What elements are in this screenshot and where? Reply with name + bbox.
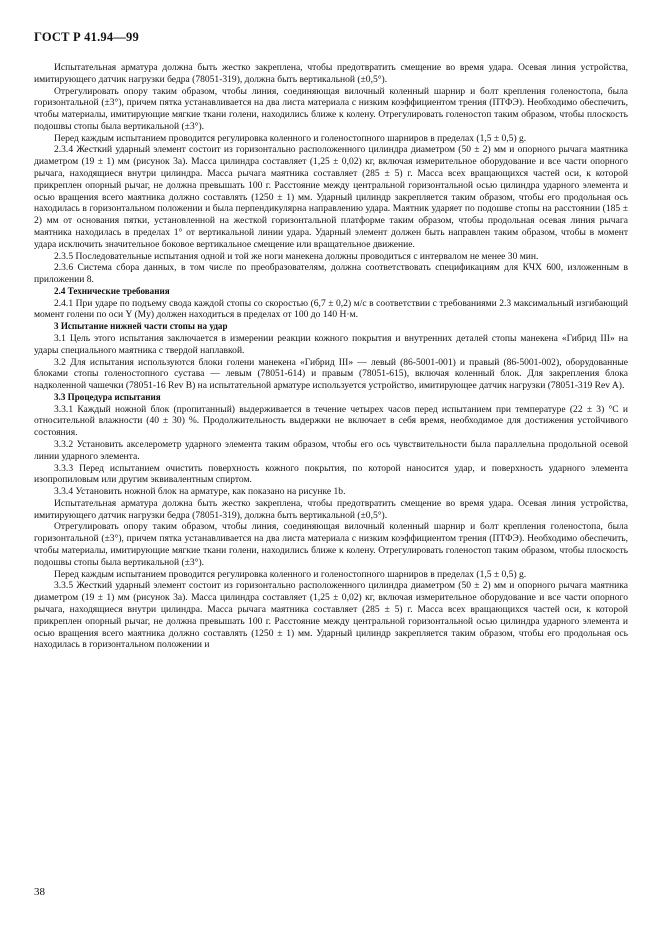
paragraph: 3.3.3 Перед испытанием очистить поверхность кожного покрытия, по которой наносится удар, и поверхность ударного элемента изопропиловым или другим эквивалентным спиртом. <box>34 462 628 486</box>
paragraph: 3.3.5 Жесткий ударный элемент состоит из горизонтально расположенного цилиндра диаметром (50 ± 2) мм и опорного рычага маятника диаметром (19 ± 1) мм (рисунок 3а). Масса цилиндра составляет (1,25 ± 0,02) кг, включая измерительное оборудование и все части опорного рычага, находящиеся внутри цилиндра. Масса рычага маятника составляет (285 ± 5) г. Масса всех вращающихся частей оси, к которой прикреплен опорный рычаг, не должна превышать 100 г. Расстояние между центральной горизонтальной осью цилиндра ударного элемента и осью вращения всего маятника должно составлять (1250 ± 1) мм. Ударный цилиндр закрепляется таким образом, чтобы его продольная ось находилась в горизонтальном положении и <box>34 580 628 651</box>
paragraph: Испытательная арматура должна быть жестко закреплена, чтобы предотвратить смещение во время удара. Осевая линия устройства, имитирующего датчик нагрузки бедра (78051-319), должна быть вертикальной (±0,5°). <box>34 62 628 85</box>
body-text <box>34 62 628 651</box>
section-heading: 3.3 Процедура испытания <box>54 391 161 402</box>
paragraph: Отрегулировать опору таким образом, чтобы линия, соединяющая вилочный коленный шарнир и болт крепления голеностопа, была горизонтальной (±3°), причем пятка устанавливается на два листа материала с низким коэффициентом трения (ПТФЭ). Необходимо обеспечить, чтобы материалы, имитирующие мягкие ткани голени, находились ближе к колену. Отрегулировать голеностоп таким образом, чтобы плоскость подошвы стопы была вертикальной (±3°). <box>34 521 628 568</box>
paragraph: 3.3.4 Установить ножной блок на арматуре, как показано на рисунке 1b. <box>54 486 346 498</box>
paragraph: Перед каждым испытанием проводится регулировка коленного и голеностопного шарниров в пределах (1,5 ± 0,5) g. <box>54 132 527 144</box>
paragraph: 2.4.1 При ударе по подъему свода каждой стопы со скоростью (6,7 ± 0,2) м/с в соответствии с требованиями 2.3 максимальный изгибающий момент голени по оси Y (My) должен находиться в пределах от 100 до 140 Н·м. <box>34 297 628 321</box>
standard-code-header: ГОСТ Р 41.94—99 <box>34 30 139 44</box>
paragraph: 2.3.5 Последовательные испытания одной и той же ноги манекена должны проводиться с интервалом не менее 30 мин. <box>54 250 539 262</box>
paragraph: Отрегулировать опору таким образом, чтобы линия, соединяющая вилочный коленный шарнир и болт крепления голеностопа, была горизонтальной (±3°), причем пятка устанавливается на два листа материала с низким коэффициентом трения (ПТФЭ). Необходимо обеспечить, чтобы материалы, имитирующие мягкие ткани голени, находились ближе к колену. Отрегулировать голеностоп таким образом, чтобы плоскость подошвы стопы была вертикальной (±3°). <box>34 85 628 132</box>
paragraph: 3.2 Для испытания используются блоки голени манекена «Гибрид III» — левый (86-5001-001) и правый (86-5001-002), оборудованные блоками стопы голеностопного сустава — левым (78051-614) и правым (78051-615), включая коленный блок. Для закрепления блока надколенной чашечки (78051-16 Rev B) на испытательной арматуре используется устройство, имитирующее датчик нагрузки (78051-319 Rev A). <box>34 356 628 392</box>
paragraph: 3.3.1 Каждый ножной блок (пропитанный) выдерживается в течение четырех часов перед испытанием при температуре (22 ± 3) °С и относительной влажности (40 ± 30) %. Продолжительность выдержки не включает в себя время, необходимое для достижения устойчивого состояния. <box>34 403 628 439</box>
paragraph: 3.3.2 Установить акселерометр ударного элемента таким образом, чтобы его ось чувствительности была параллельна продольной осевой линии ударного элемента. <box>34 439 628 462</box>
paragraph: 3.1 Цель этого испытания заключается в измерении реакции кожного покрытия и внутренних деталей стопы манекена «Гибрид III» на удары специального маятника с твердой наплавкой. <box>34 332 628 356</box>
page-number: 38 <box>34 886 45 898</box>
section-heading: 2.4 Технические требования <box>54 285 170 296</box>
section-heading: 3 Испытание нижней части стопы на удар <box>54 321 228 332</box>
paragraph: 2.3.4 Жесткий ударный элемент состоит из горизонтально расположенного цилиндра диаметром (50 ± 2) мм и опорного рычага маятника диаметром (19 ± 1) мм (рисунок 3а). Масса цилиндра составляет (1,25 ± 0,02) кг, включая измерительное оборудование и все части опорного рычага, находящиеся внутри цилиндра. Масса рычага маятника составляет (285 ± 5) г. Масса всех вращающихся частей оси, к которой прикреплен опорный рычаг, не должна превышать 100 г. Расстояние между центральной горизонтальной осью цилиндра ударного элемента и осью вращения всего маятника должно составлять (1250 ± 1) мм. Ударный цилиндр закрепляется таким образом, чтобы его продольная ось находилась в горизонтальном положении и была перпендикулярна направлению удара. Маятник ударяет по подошве стопы на расстоянии (185 ± 2) мм от основания пятки, установленной на жесткой горизонтальной платформе таким образом, чтобы продольная осевая линия рычага маятника находилась в пределах 1° от вертикальной линии удара. Ударный элемент должен быть направлен таким образом, чтобы в момент удара исключить значительное боковое вертикальное смещение или вращательное движение. <box>34 144 628 250</box>
paragraph: 2.3.6 Система сбора данных, в том числе по преобразователям, должна соответствовать спецификациям для КЧХ 600, изложенным в приложении 8. <box>34 262 628 286</box>
paragraph: Перед каждым испытанием проводится регулировка коленного и голеностопного шарниров в пределах (1,5 ± 0,5) g. <box>54 568 527 580</box>
paragraph: Испытательная арматура должна быть жестко закреплена, чтобы предотвратить смещение во время удара. Осевая линия устройства, имитирующего датчик нагрузки бедра (78051-319), должна быть вертикальной (±0,5°). <box>34 497 628 521</box>
